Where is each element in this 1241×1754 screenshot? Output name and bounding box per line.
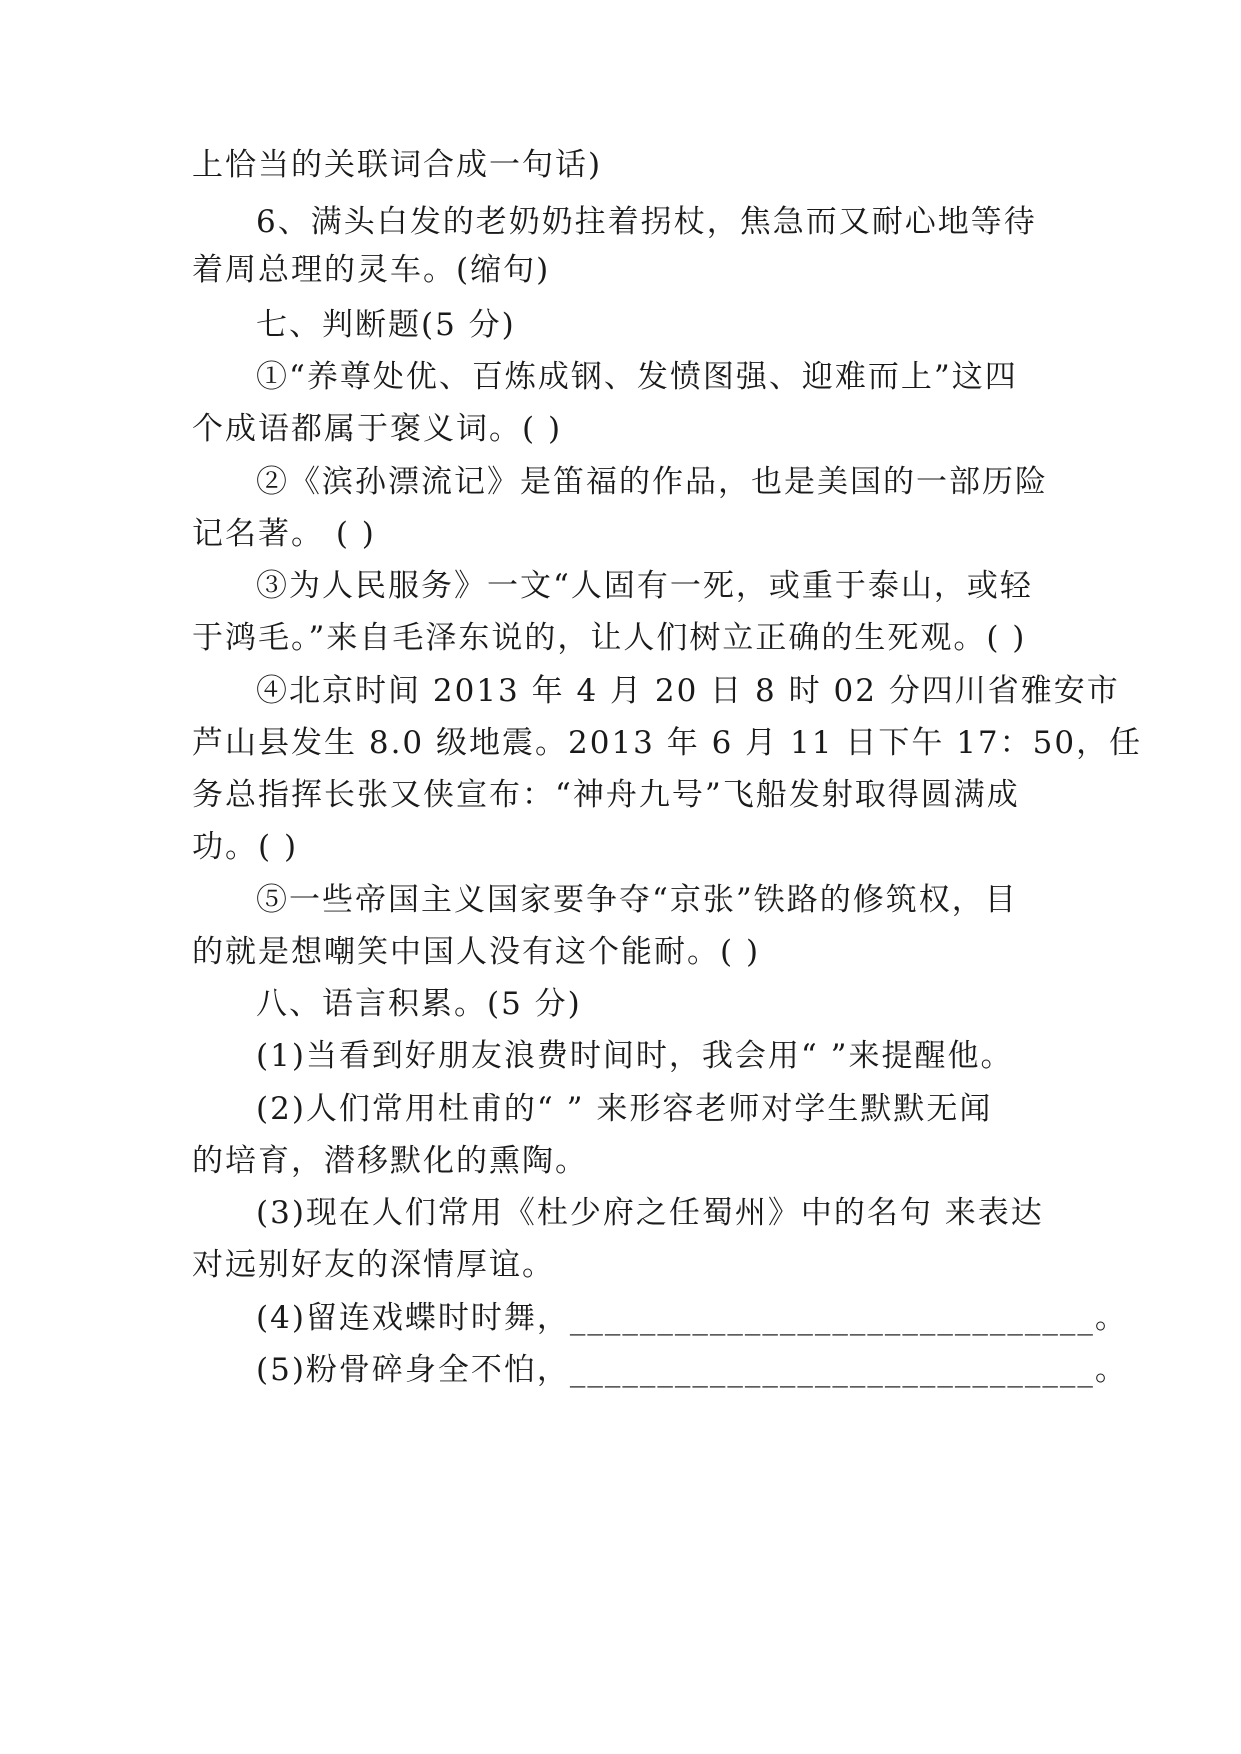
item-4-line-1: ④北京时间 2013 年 4 月 20 日 8 时 02 分四川省雅安市 xyxy=(256,673,1120,709)
accumulation-4: (4)留连戏蝶时时舞，______________________________。 xyxy=(256,1300,1128,1336)
item-3-line-1: ③为人民服务》一文“人固有一死，或重于泰山，或轻 xyxy=(256,568,1033,604)
question-6-line-2: 着周总理的灵车。(缩句) xyxy=(192,252,551,288)
accumulation-3-line-1: (3)现在人们常用《杜少府之任蜀州》中的名句 来表达 xyxy=(256,1195,1044,1231)
item-2-line-2: 记名著。 ( ) xyxy=(192,516,376,552)
item-1-line-2: 个成语都属于褒义词。( ) xyxy=(192,411,563,447)
item-2-line-1: ②《滨孙漂流记》是笛福的作品，也是美国的一部历险 xyxy=(256,464,1048,500)
item-4-line-2: 芦山县发生 8.0 级地震。2013 年 6 月 11 日下午 17：50，任 xyxy=(192,725,1143,761)
item-1-line-1: ①“养尊处优、百炼成钢、发愤图强、迎难而上”这四 xyxy=(256,359,1018,395)
item-3-line-2: 于鸿毛。”来自毛泽东说的，让人们树立正确的生死观。( ) xyxy=(192,620,1027,656)
accumulation-1: (1)当看到好朋友浪费时间时，我会用“ ”来提醒他。 xyxy=(256,1038,1014,1074)
accumulation-5: (5)粉骨碎身全不怕，______________________________。 xyxy=(256,1352,1128,1388)
item-5-line-1: ⑤一些帝国主义国家要争夺“京张”铁路的修筑权，目 xyxy=(256,882,1018,918)
item-4-line-3: 务总指挥长张又侠宣布：“神舟九号”飞船发射取得圆满成 xyxy=(192,777,1020,813)
accumulation-3-line-2: 对远别好友的深情厚谊。 xyxy=(192,1247,555,1283)
item-5-line-2: 的就是想嘲笑中国人没有这个能耐。( ) xyxy=(192,934,761,970)
accumulation-2-line-2: 的培育，潜移默化的熏陶。 xyxy=(192,1143,588,1179)
section-8-heading: 八、语言积累。(5 分) xyxy=(256,986,582,1022)
question-6-line-1: 6、满头白发的老奶奶拄着拐杖，焦急而又耐心地等待 xyxy=(256,204,1037,240)
section-7-heading: 七、判断题(5 分) xyxy=(256,307,516,343)
item-4-line-4: 功。( ) xyxy=(192,829,299,865)
text-line: 上恰当的关联词合成一句话) xyxy=(192,147,603,183)
accumulation-2-line-1: (2)人们常用杜甫的“ ” 来形容老师对学生默默无闻 xyxy=(256,1091,993,1127)
